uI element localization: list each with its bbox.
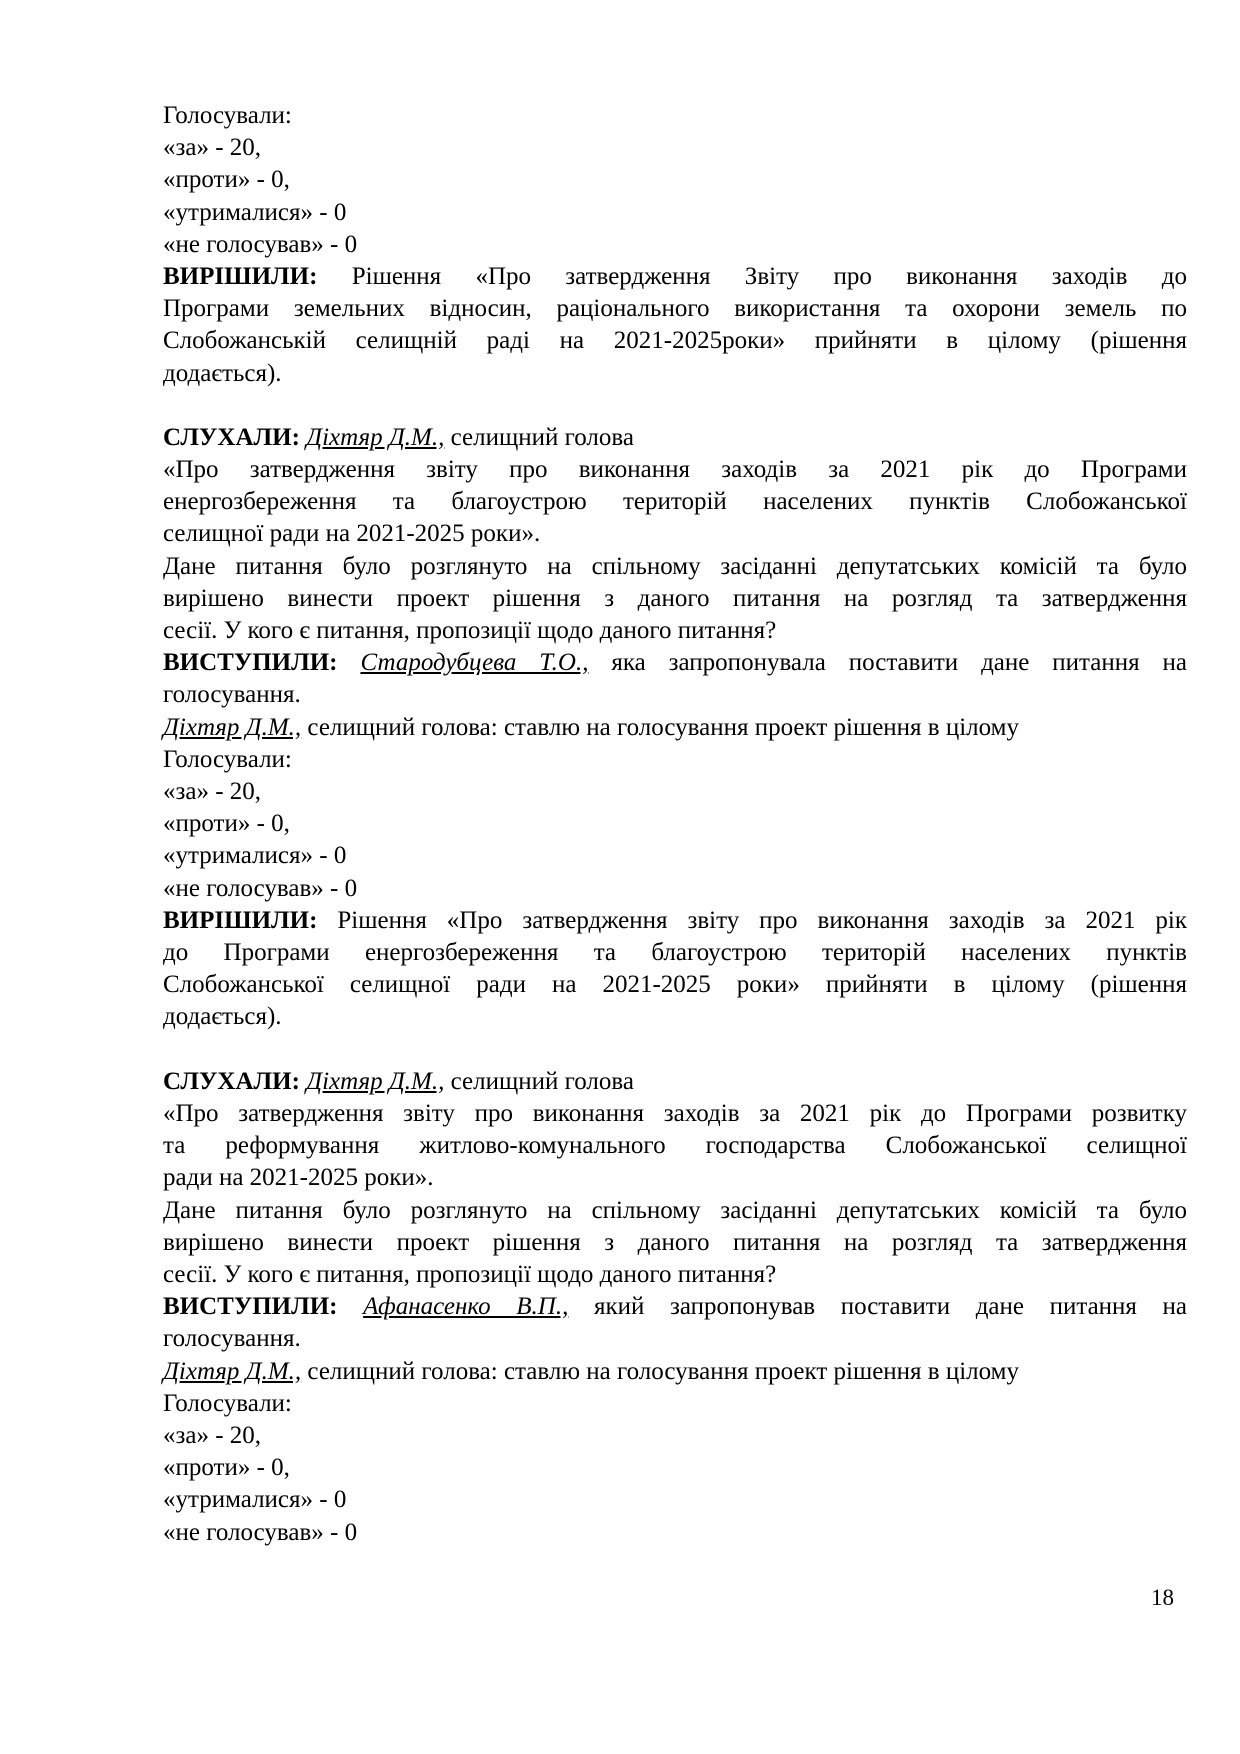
heard-line: СЛУХАЛИ: Діхтяр Д.М., селищний голова: [163, 423, 634, 451]
agenda-title: енергозбереження та благоустрою територій населених пунктів Слобожанської: [163, 488, 1187, 516]
vote-for: «за» - 20,: [163, 1421, 262, 1449]
decision-line: Слобожанської селищної ради на 2021-2025 роки» прийняти в цілому (рішення: [163, 971, 1187, 999]
agenda-title: та реформування житлово-комунального господарства Слобожанської селищної: [163, 1132, 1187, 1160]
vote-against: «проти» - 0,: [163, 810, 290, 838]
spoke-line: ВИСТУПИЛИ: Стародубцева Т.О., яка запропонувала поставити дане питання на: [163, 649, 1188, 677]
speaker-name: Діхтяр Д.М.,: [163, 1357, 302, 1385]
vote-against: «проти» - 0,: [163, 166, 290, 194]
paragraph-line: вирішено винести проект рішення з даного питання на розгляд та затвердження: [163, 584, 1187, 612]
chair-line: Діхтяр Д.М., селищний голова: ставлю на голосування проект рішення в цілому: [163, 713, 1019, 741]
spoke-line: голосування.: [163, 681, 301, 709]
spoke-line: ВИСТУПИЛИ: Афанасенко В.П., який запропонував поставити дане питання на: [163, 1293, 1188, 1321]
vote-against: «проти» - 0,: [163, 1454, 290, 1482]
paragraph-line: Дане питання було розглянуто на спільному засіданні депутатських комісій та було: [163, 1196, 1187, 1224]
spacer: [163, 390, 1187, 422]
decision-line: до Програми енергозбереження та благоустрою територій населених пунктів: [163, 939, 1187, 967]
heard-label: СЛУХАЛИ:: [163, 423, 300, 451]
decided-label: ВИРІШИЛИ:: [163, 906, 318, 934]
agenda-title: ради на 2021-2025 роки».: [163, 1164, 434, 1192]
decision-line: додається).: [163, 1003, 282, 1031]
chair-line: Діхтяр Д.М., селищний голова: ставлю на голосування проект рішення в цілому: [163, 1357, 1019, 1385]
speaker-name: Діхтяр Д.М.,: [306, 423, 445, 451]
decision-line: додається).: [163, 359, 282, 387]
decision-line: Слобожанській селищній раді на 2021-2025роки» прийняти в цілому (рішення: [163, 327, 1187, 355]
speaker-name: Діхтяр Д.М.,: [163, 713, 302, 741]
heard-label: СЛУХАЛИ:: [163, 1067, 300, 1095]
paragraph-line: сесії. У кого є питання, пропозиції щодо даного питання?: [163, 1260, 777, 1288]
vote-not-voted: «не голосував» - 0: [163, 874, 358, 902]
paragraph-line: вирішено винести проект рішення з даного питання на розгляд та затвердження: [163, 1228, 1187, 1256]
vote-abstained: «утрималися» - 0: [163, 842, 347, 870]
vote-not-voted: «не голосував» - 0: [163, 230, 358, 258]
speaker-name: Афанасенко В.П.,: [363, 1293, 569, 1321]
vote-heading: Голосували:: [163, 102, 292, 129]
speaker-name: Стародубцева Т.О.,: [360, 649, 589, 677]
speaker-name: Діхтяр Д.М.,: [306, 1067, 445, 1095]
heard-line: СЛУХАЛИ: Діхтяр Д.М., селищний голова: [163, 1067, 634, 1095]
agenda-title: «Про затвердження звіту про виконання заходів за 2021 рік до Програми: [163, 456, 1187, 484]
page-number: 18: [1151, 1585, 1174, 1610]
decided-label: ВИРІШИЛИ:: [163, 263, 318, 291]
decision-line: ВИРІШИЛИ: Рішення «Про затвердження Звіту про виконання заходів до: [163, 263, 1187, 291]
vote-for: «за» - 20,: [163, 134, 262, 162]
spoke-label: ВИСТУПИЛИ:: [163, 649, 338, 677]
vote-abstained: «утрималися» - 0: [163, 1486, 347, 1514]
vote-heading: Голосували:: [163, 745, 292, 773]
spacer: [163, 1034, 1187, 1066]
vote-not-voted: «не голосував» - 0: [163, 1518, 358, 1546]
decision-line: ВИРІШИЛИ: Рішення «Про затвердження звіту про виконання заходів за 2021 рік: [163, 906, 1187, 934]
paragraph-line: сесії. У кого є питання, пропозиції щодо даного питання?: [163, 617, 777, 645]
document-page: [163, 100, 1187, 1549]
decision-line: Програми земельних відносин, раціонального використання та охорони земель по: [163, 295, 1187, 323]
paragraph-line: Дане питання було розглянуто на спільному засіданні депутатських комісій та було: [163, 552, 1187, 580]
spoke-label: ВИСТУПИЛИ:: [163, 1293, 338, 1321]
agenda-title: «Про затвердження звіту про виконання заходів за 2021 рік до Програми розвитку: [163, 1099, 1187, 1127]
spoke-line: голосування.: [163, 1325, 301, 1353]
vote-abstained: «утрималися» - 0: [163, 198, 347, 226]
agenda-title: селищної ради на 2021-2025 роки».: [163, 520, 541, 548]
vote-heading: Голосували:: [163, 1389, 292, 1417]
vote-for: «за» - 20,: [163, 778, 262, 806]
